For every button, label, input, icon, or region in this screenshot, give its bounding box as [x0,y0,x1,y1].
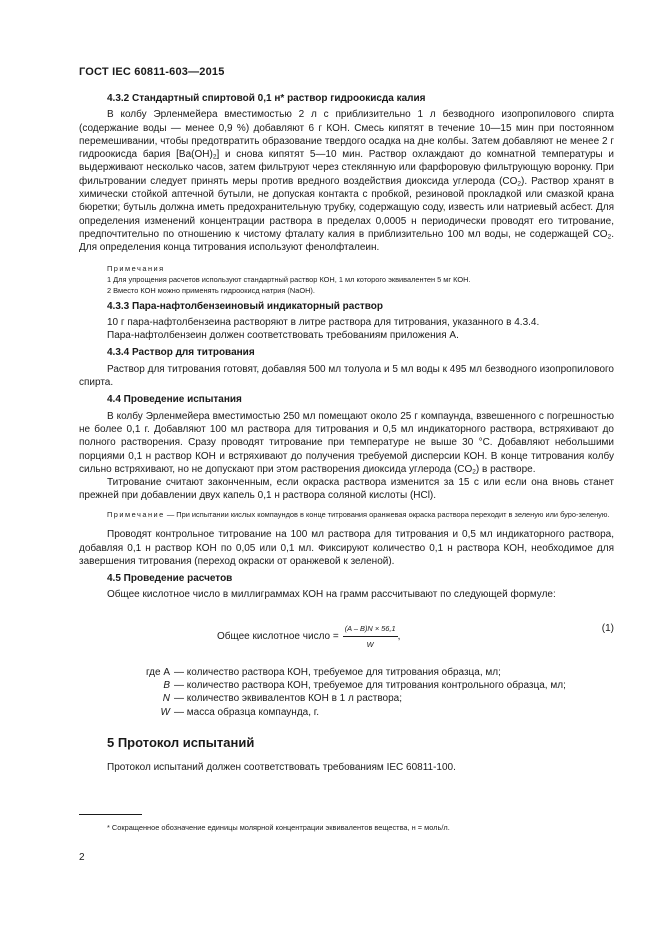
footnote-divider [79,814,142,815]
formula-numerator: (A – B)N × 56,1 [343,622,398,637]
definition-symbol: B [163,680,170,691]
definition-symbol: где A [145,666,170,678]
formula-label: Общее кислотное число = [217,630,339,642]
section-4-4-paragraph-3: Проводят контрольное титрование на 100 мл раствора для титрования и 0,5 мл индикаторного раствора, добавляя 0,1 н раствор КОН по 0,05 или 0,1 мл. Фиксируют количество 0,1 н раствора КОН, необходимое для завершения титрования (переход окраски от оранжевой к зеленой). [79,529,614,567]
definition-row [79,692,614,705]
definition-text: — количество эквивалентов КОН в 1 л раствора; [174,693,402,705]
section-4-3-3-heading: 4.3.3 Пара-нафтолбензеиновый индикаторный раствор [107,300,384,312]
notes-title: Примечания [107,263,165,273]
definition-row [79,666,614,679]
section-4-3-3-paragraph-1: 10 г пара-нафтолбензеина растворяют в литре раствора для титрования, указанного в 4.3.4. [107,316,540,328]
page-number: 2 [79,852,85,863]
formula-denominator: W [366,640,374,649]
section-4-3-2-heading: 4.3.2 Стандартный спиртовой 0,1 н* раствор гидроокисда калия [107,93,426,104]
formula-1 [79,614,614,652]
definition-text: — количество раствора КОН, требуемое для титрования образца, мл; [174,666,501,678]
section-4-3-3-paragraph-2: Пара-нафтолбензеин должен соответствовать требованиям приложения А. [107,330,459,342]
definition-row [79,706,614,719]
note-1: 1 Для упрощения расчетов используют стандартный раствор КОН, 1 мл которого эквивалентен 5 мг КОН. [107,274,471,284]
section-4-3-2-paragraph: В колбу Эрленмейера вместимостью 2 л с приблизительно 1 л безводного изопропилового спирта (содержание воды — менее 0,9 %) добавляют 6 г КОН. Смесь кипятят в течение 10—15 мин при постоянном перемешивании, чтобы предотвратить образование твердого осадка на дне колбы. Затем добавляют не менее 2 г гидроокисда бария $[Ba(OH)_2]$ и снова кипятят 5—10 мин. Раствор охлаждают до комнатной температуры и выдерживают несколько часов, затем фильтруют через стеклянную или фарфоровую фильтрующую воронку. При фильтровании следует принять меры против вредного воздействия диоксида углерода $(CO_2)$. Раствор хранят в химически стойкой аптечной бутыли, не допуская контакта с пробкой, резиновой прокладкой или смазкой крана бюретки; бутыль должна иметь предохранительную трубку, содержащую соду, известь или натриевый асбест. Для определения изменений концентрации раствора в пределах 0,0005 н периодически проводят его титрование, предпочтительно по отношению к чистому фталату калия в приблизительно 100 мл воды, не содержащей $CO_2$. Для определения конца титрования используют фенолфталеин. [79,109,614,254]
definition-row [79,679,614,692]
section-4-3-4-paragraph: Раствор для титрования готовят, добавляя 500 мл толуола и 5 мл воды к 495 мл безводного изопропилового спирта. [79,363,614,389]
section-4-4-paragraph-2: Титрование считают законченным, если окраска раствора изменится за 15 с или если она вновь станет прежней при добавлении двух капель 0,1 н раствора соляной кислоты (HCl). [79,477,614,502]
equation-number: (1) [601,622,614,634]
definition-symbol: N [162,693,170,705]
definition-text: — масса образца компаунда, г. [174,706,319,718]
footnote: * Сокращенное обозначение единицы молярной концентрации эквивалентов вещества, н = моль/л. [107,823,450,832]
definition-symbol: W [160,706,170,718]
variable-definitions [79,666,614,719]
standard-header: ГОСТ IEC 60811-603—2015 [79,66,225,78]
formula-fraction [343,622,398,652]
document-body [79,92,614,774]
section-5-paragraph: Протокол испытаний должен соответствовать требованиям IEC 60811-100. [107,762,456,774]
section-4-3-4-heading: 4.3.4 Раствор для титрования [107,347,255,359]
section-4-4-paragraph-1: В колбу Эрленмейера вместимостью 250 мл помещают около 25 г компаунда, взвешенного с погрешностью не более 0,1 г. Добавляют 100 мл раствора для титрования и 0,5 мл индикаторного раствора, встряхивают до полного растворения. Сразу проводят титрование при температуре не выше 30 °С. Добавляют небольшими порциями 0,1 н раствор КОН и встряхивают до получения требуемой дисперсии КОН. В конце титрования колбу сильно встряхивают, но не допускают при этом растворения диоксида углерода $(CO_2)$ в растворе. [79,410,614,476]
section-5-heading: 5 Протокол испытаний [107,734,255,750]
section-4-5-paragraph: Общее кислотное число в миллиграммах КОН на грамм рассчитывают по следующей формуле: [107,589,556,601]
section-4-4-note: Примечание — При испытании кислых компаундов в конце титрования оранжевая окраска раствора переходит в зеленую или буро-зеленую. [107,509,610,519]
section-4-4-heading: 4.4 Проведение испытания [107,394,242,406]
formula-tail: , [397,630,401,642]
note-2: 2 Вместо КОН можно применять гидроокисд натрия (NaOH). [107,285,315,295]
definition-text: — количество раствора КОН, требуемое для титрования контрольного образца, мл; [174,680,566,691]
section-4-5-heading: 4.5 Проведение расчетов [107,573,233,585]
